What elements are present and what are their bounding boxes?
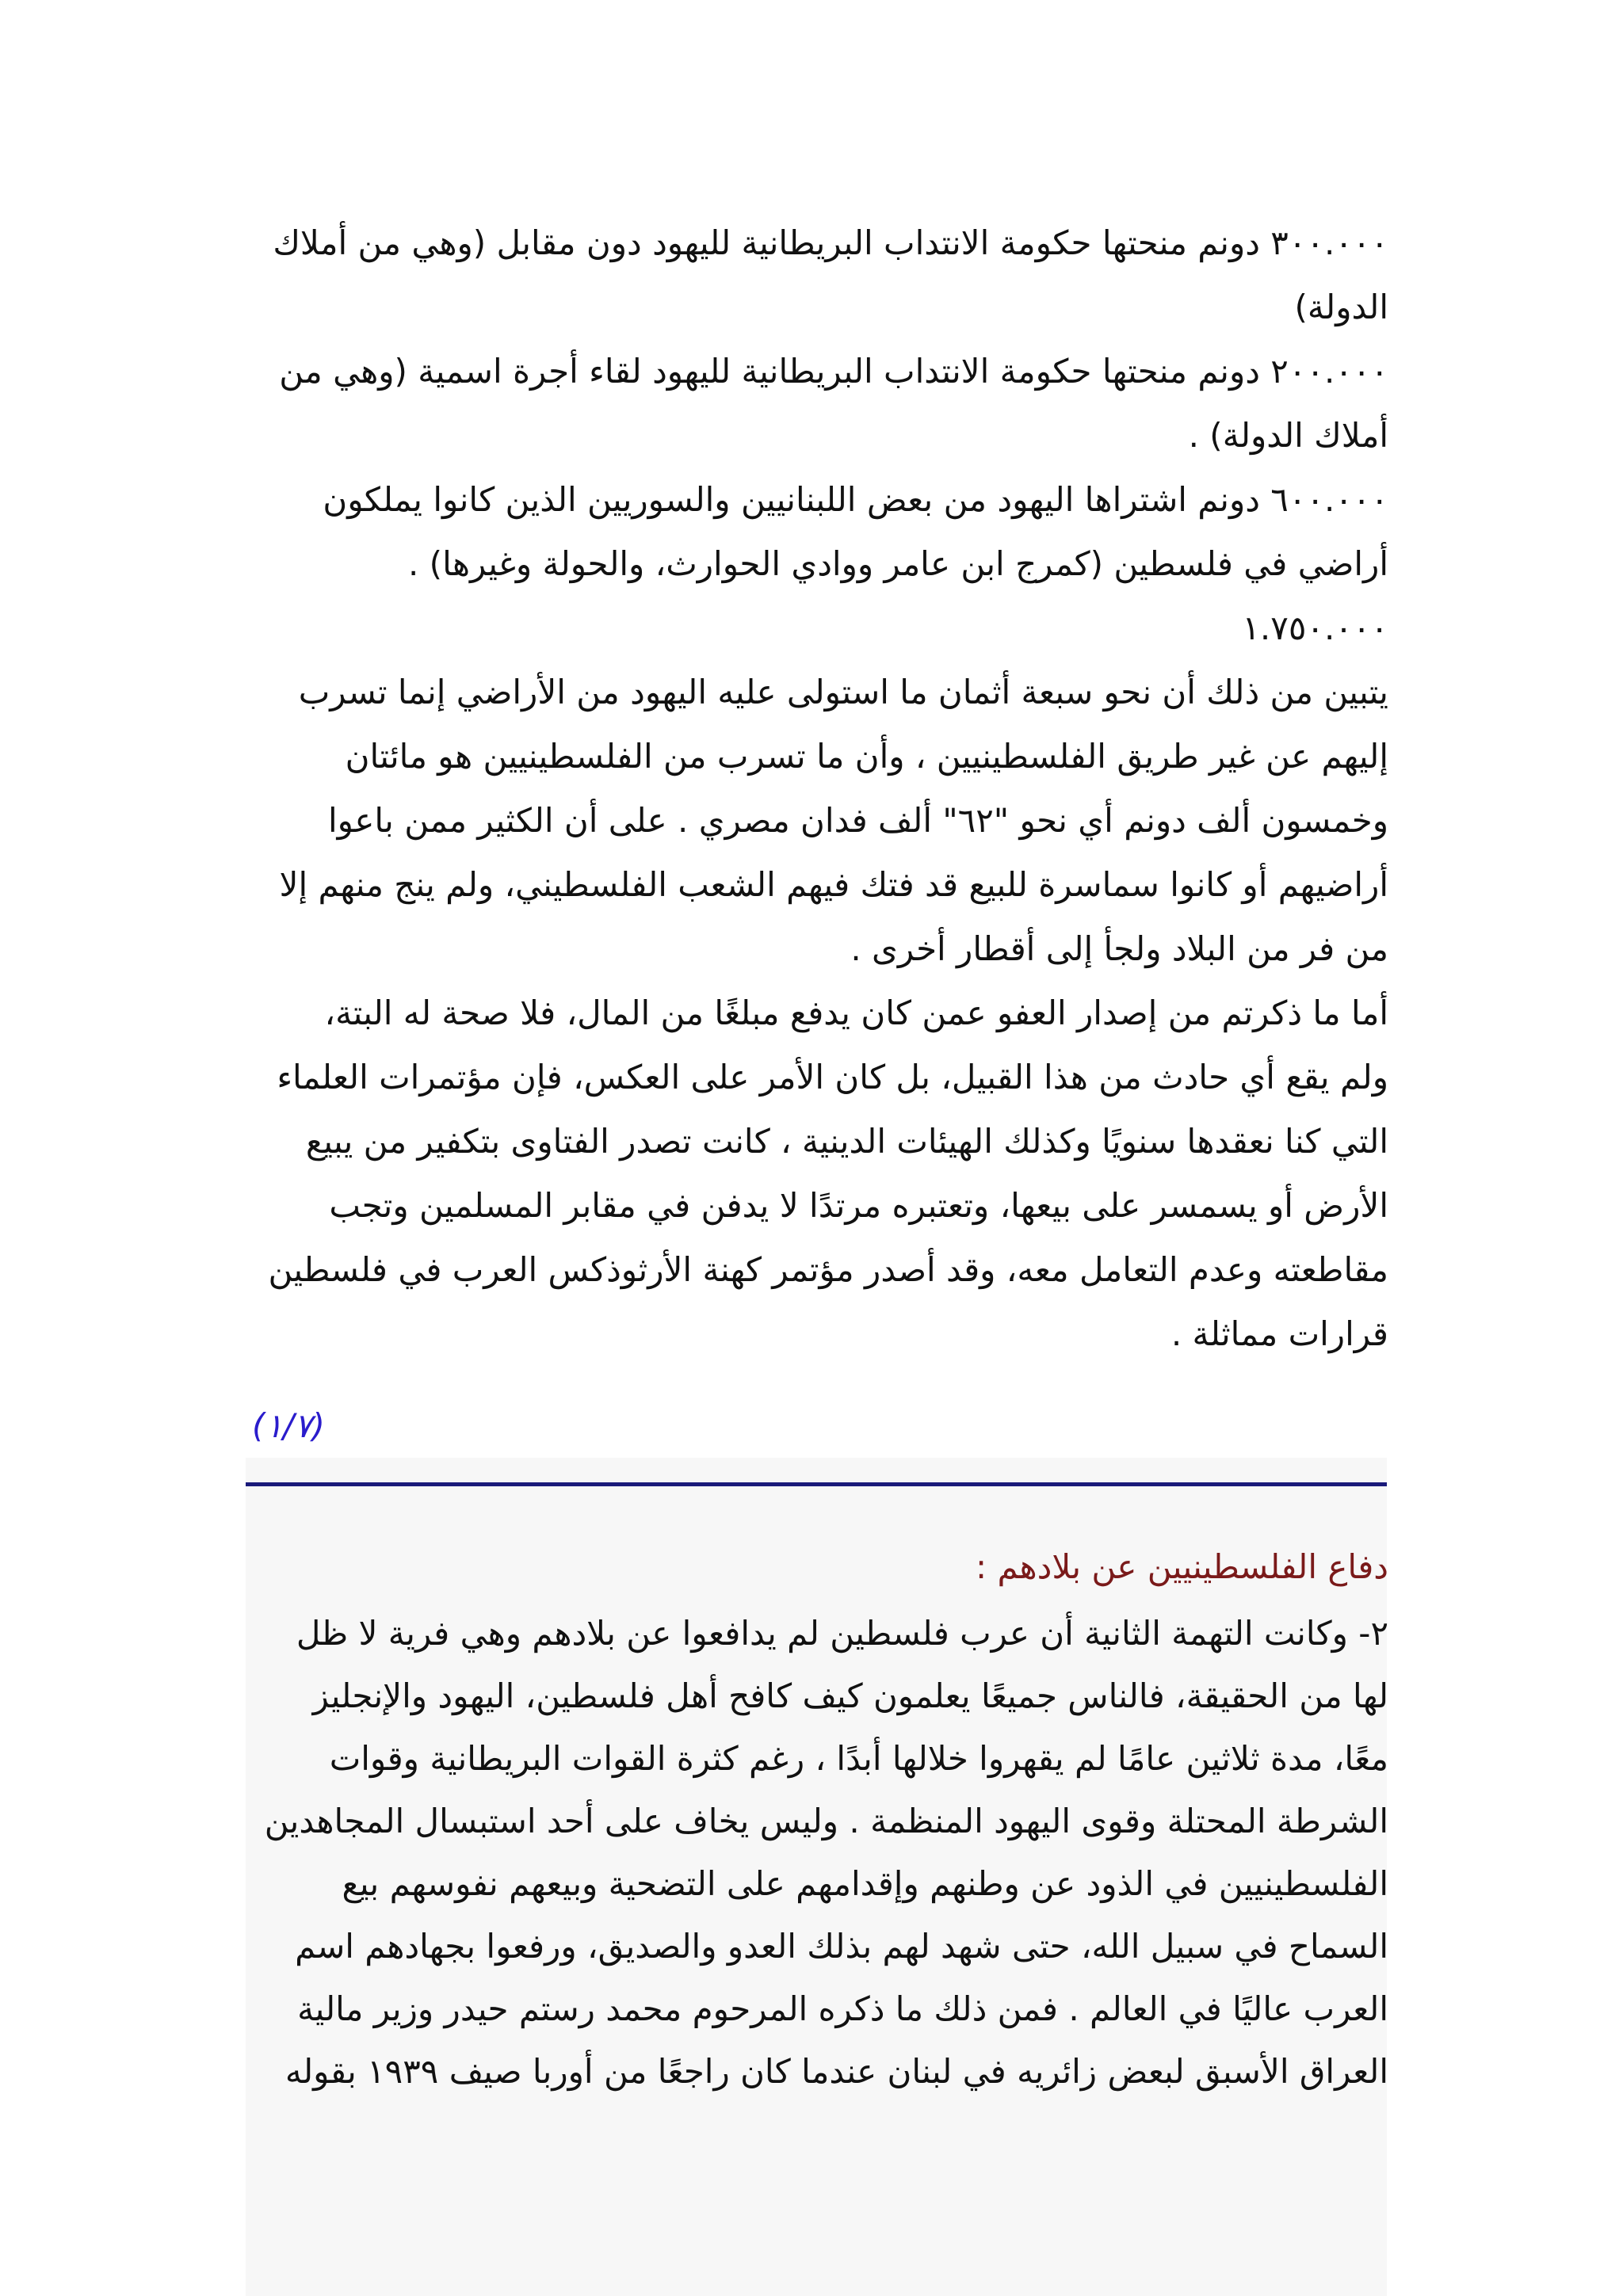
text-line: ٢٠٠.٠٠٠ دونم منحتها حكومة الانتداب البريطانية لليهود لقاء أجرة اسمية (وهي من (279, 352, 1388, 391)
text-line: ٦٠٠.٠٠٠ دونم اشتراها اليهود من بعض اللبنانيين والسوريين الذين كانوا يملكون (323, 480, 1388, 519)
text-line: الدولة) (1294, 288, 1388, 326)
text-line: التي كنا نعقدها سنويًا وكذلك الهيئات الدينية ، كانت تصدر الفتاوى بتكفير من يبيع (305, 1122, 1388, 1161)
text-line: ٣٠٠.٠٠٠ دونم منحتها حكومة الانتداب البريطانية لليهود دون مقابل (وهي من أملاك (273, 223, 1388, 262)
text-line: وخمسون ألف دونم أي نحو "٦٢" ألف فدان مصري . على أن الكثير ممن باعوا (327, 801, 1388, 840)
text-line: قرارات مماثلة . (1170, 1314, 1388, 1353)
text-line: أراضيهم أو كانوا سماسرة للبيع قد فتك فيهم الشعب الفلسطيني، ولم ينج منهم إلا (279, 865, 1388, 904)
section-divider (246, 1482, 1387, 1486)
text-line: ولم يقع أي حادث من هذا القبيل، بل كان الأمر على العكس، فإن مؤتمرات العلماء (277, 1058, 1388, 1097)
section-heading: دفاع الفلسطينيين عن بلادهم : (976, 1547, 1388, 1586)
text-line: العرب عاليًا في العالم . فمن ذلك ما ذكره المرحوم محمد رستم حيدر وزير مالية (297, 1989, 1388, 2028)
text-line: ٢- وكانت التهمة الثانية أن عرب فلسطين لم يدافعوا عن بلادهم وهي فرية لا ظل (296, 1614, 1388, 1653)
text-line: الأرض أو يسمسر على بيعها، وتعتبره مرتدًا لا يدفن في مقابر المسلمين وتجب (329, 1186, 1388, 1225)
text-line: من فر من البلاد ولجأ إلى أقطار أخرى . (850, 929, 1388, 968)
text-line: معًا، مدة ثلاثين عامًا لم يقهروا خلالها أبدًا ، رغم كثرة القوات البريطانية وقوات (329, 1739, 1388, 1778)
text-line: الشرطة المحتلة وقوى اليهود المنظمة . وليس يخاف على أحد استبسال المجاهدين (264, 1802, 1388, 1840)
body-text-block-2 (244, 1602, 1388, 2103)
text-line: ١.٧٥٠.٠٠٠ (1242, 608, 1388, 647)
text-line: مقاطعته وعدم التعامل معه، وقد أصدر مؤتمر كهنة الأرثوذكس العرب في فلسطين (268, 1250, 1388, 1289)
body-text-block-1 (244, 211, 1388, 1366)
text-line: لها من الحقيقة، فالناس جميعًا يعلمون كيف كافح أهل فلسطين، اليهود والإنجليز (312, 1676, 1388, 1715)
footnote-reference: (١/٧) (252, 1406, 326, 1445)
text-line: إليهم عن غير طريق الفلسطينيين ، وأن ما تسرب من الفلسطينيين هو مائتان (345, 737, 1388, 776)
text-line: أملاك الدولة) . (1188, 416, 1388, 455)
text-line: السماح في سبيل الله، حتى شهد لهم بذلك العدو والصديق، ورفعوا بجهادهم اسم (295, 1927, 1388, 1966)
text-line: أما ما ذكرتم من إصدار العفو عمن كان يدفع مبلغًا من المال، فلا صحة له البتة، (324, 994, 1388, 1032)
text-line: الفلسطينيين في الذود عن وطنهم وإقدامهم على التضحية وبيعهم نفوسهم بيع (342, 1864, 1388, 1903)
text-line: العراق الأسبق لبعض زائريه في لبنان عندما كان راجعًا من أوربا صيف ١٩٣٩ بقوله (285, 2052, 1388, 2091)
text-line: يتبين من ذلك أن نحو سبعة أثمان ما استولى عليه اليهود من الأراضي إنما تسرب (298, 673, 1388, 711)
text-line: أراضي في فلسطين (كمرج ابن عامر ووادي الحوارث، والحولة وغيرها) . (407, 544, 1388, 583)
